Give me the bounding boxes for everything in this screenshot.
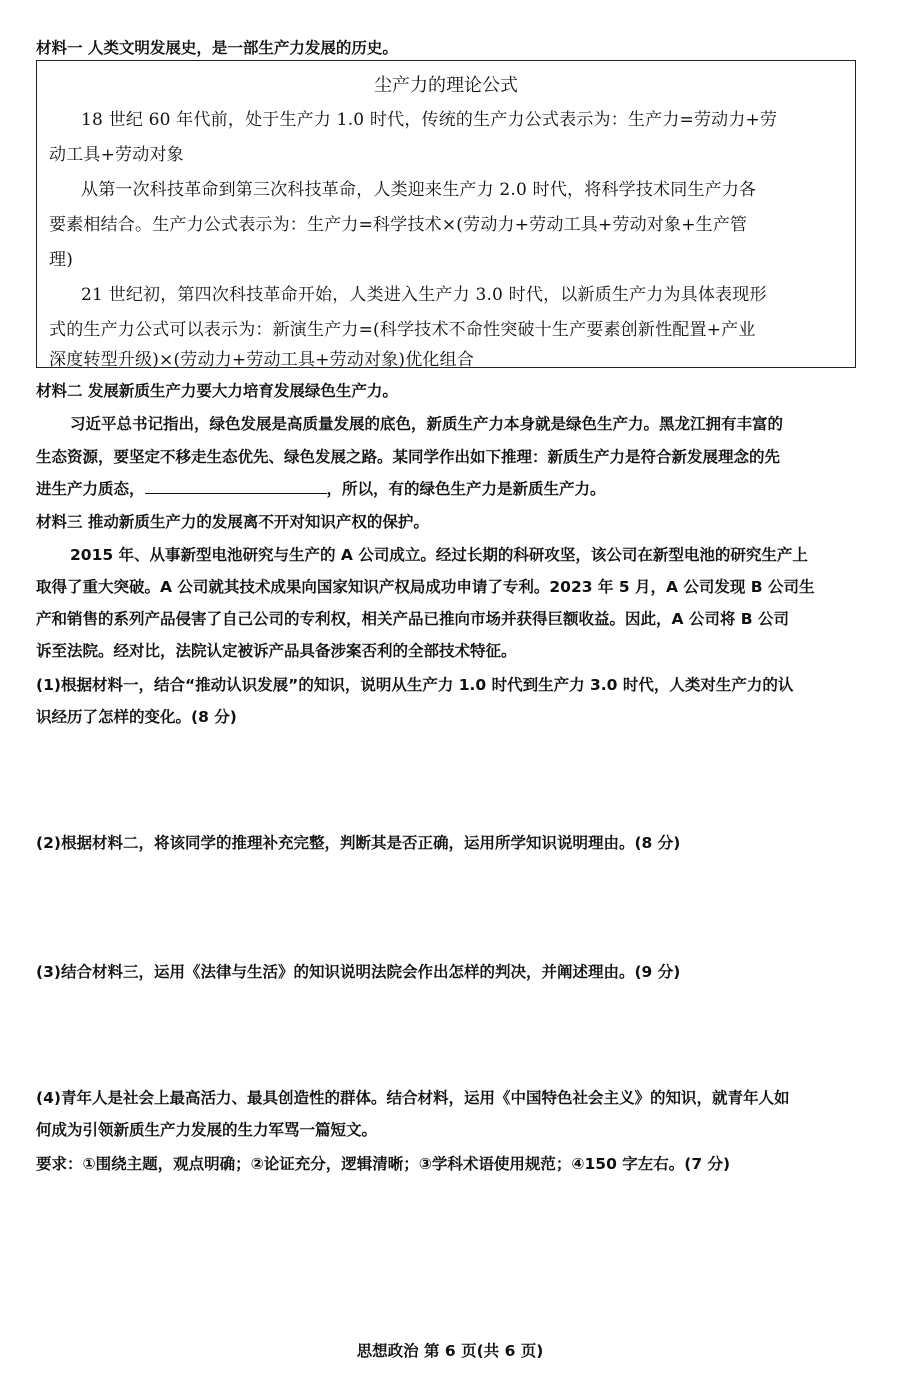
question-4-requirements: 要求：①围绕主题，观点明确；②论证充分，逻辑清晰；③学科术语使用规范；④150 字左右。(7 分) [36,1155,731,1173]
question-1-cont: 识经历了怎样的变化。(8 分) [36,708,237,726]
page-footer: 思想政治 第 6 页(共 6 页) [356,1342,544,1360]
formula-line: 式的生产力公式可以表示为：新演生产力=(科学技术不命性突破十生产要素创新性配置+产业 [49,320,756,340]
material3-line: 取得了重大突破。A 公司就其技术成果向国家知识产权局成功申请了专利。2023 年 5 月，A 公司发现 B 公司生 [36,578,815,596]
material2-line: 习近平总书记指出，绿色发展是高质量发展的底色，新质生产力本身就是绿色生产力。黑龙江拥有丰富的 [70,415,784,433]
question-4-cont: 何成为引领新质生产力发展的生力军骂一篇短文。 [36,1121,378,1139]
formula-line: 动工具+劳动对象 [49,145,184,165]
material2-line: 生态资源，要坚定不移走生态优先、绿色发展之路。某同学作出如下推理：新质生产力是符合新发展理念的先 [36,448,781,466]
formula-box [36,60,856,368]
formula-line: 从第一次科技革命到第三次科技革命，人类迎来生产力 2.0 时代，将科学技术同生产力各 [81,180,757,200]
formula-line: 要素相结合。生产力公式表示为：生产力=科学技术×(劳动力+劳动工具+劳动对象+生产管 [49,215,748,235]
material3-line: 诉至法院。经对比，法院认定被诉产品具备涉案否利的全部技术特征。 [36,642,517,660]
question-4: (4)青年人是社会上最高活力、最具创造性的群体。结合材料，运用《中国特色社会主义》的知识，就青年人如 [36,1089,790,1107]
material2-heading: 材料二 发展新质生产力要大力培育发展绿色生产力。 [36,382,398,400]
question-2: (2)根据材料二，将该同学的推理补充完整，判断其是否正确，运用所学知识说明理由。(8 分) [36,834,681,852]
question-1: (1)根据材料一，结合“推动认识发展”的知识，说明从生产力 1.0 时代到生产力 3.0 时代，人类对生产力的认 [36,676,794,694]
formula-line: 21 世纪初，第四次科技革命开始，人类进入生产力 3.0 时代，以新质生产力为具体表现形 [81,285,767,305]
material3-line: 2015 年、从事新型电池研究与生产的 A 公司成立。经过长期的科研攻坚，该公司在新型电池的研究生产上 [70,546,808,564]
material3-line: 产和销售的系列产品侵害了自己公司的专利权，相关产品已推向市场并获得巨额收益。因此，A 公司将 B 公司 [36,610,790,628]
material3-heading: 材料三 推动新质生产力的发展离不开对知识产权的保护。 [36,513,429,531]
material2-line-end: ，所以，有的绿色生产力是新质生产力。 [326,480,606,498]
material2-line-with-blank [36,477,606,499]
question-3: (3)结合材料三，运用《法律与生活》的知识说明法院会作出怎样的判决，并阐述理由。(9 分) [36,963,681,981]
formula-line: 深度转型升级)×(劳动力+劳动工具+劳动对象)优化组合 [49,350,475,370]
material2-line-start: 进生产力质态， [36,480,145,498]
formula-line: 理) [49,250,74,270]
answer-blank[interactable] [145,479,327,494]
formula-line: 18 世纪 60 年代前，处于生产力 1.0 时代，传统的生产力公式表示为：生产力=劳动力+劳 [81,110,778,130]
material1-heading: 材料一 人类文明发展史，是一部生产力发展的历史。 [36,39,398,57]
formula-box-title: 尘产力的理论公式 [374,75,518,96]
